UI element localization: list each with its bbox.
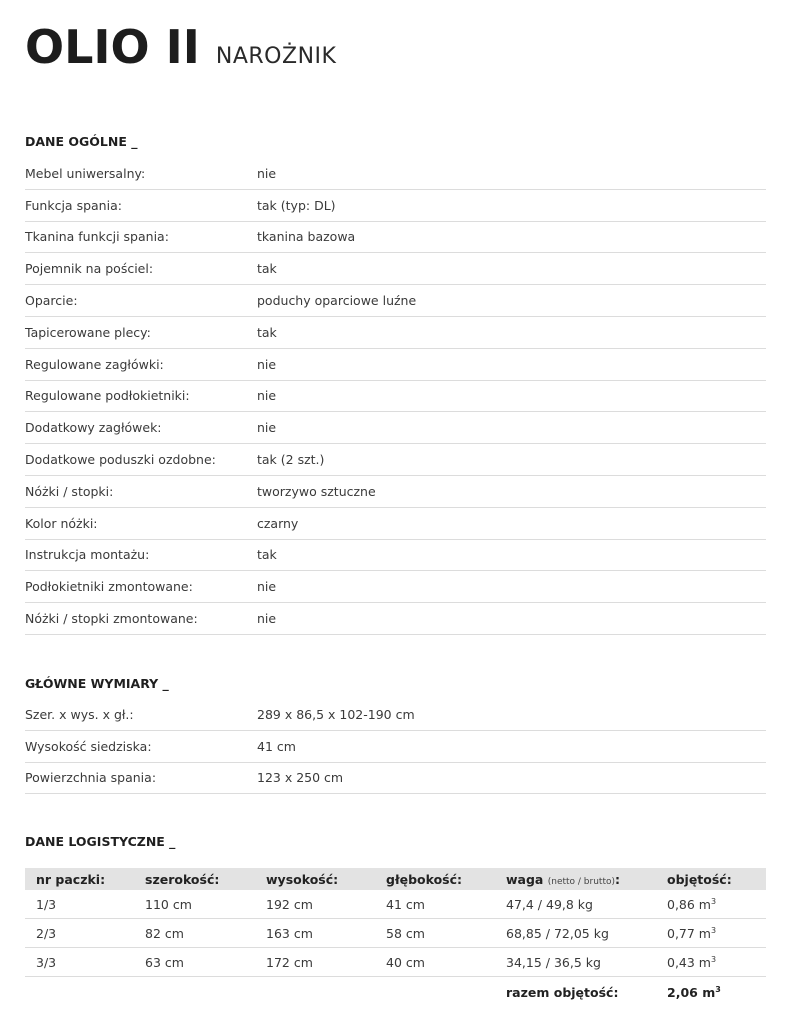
- spec-value: tak (typ: DL): [257, 197, 336, 213]
- spec-row: [25, 253, 766, 285]
- spec-value: tak: [257, 261, 277, 277]
- cell-depth: 58 cm: [386, 925, 425, 941]
- product-type: NAROŻNIK: [215, 44, 337, 69]
- cell-depth: 40 cm: [386, 954, 425, 970]
- col-width: szerokość:: [145, 871, 220, 887]
- spec-value: 289 x 86,5 x 102-190 cm: [257, 706, 415, 722]
- spec-row: [25, 731, 766, 763]
- dimensions-spec-table: [25, 699, 766, 794]
- spec-row: [25, 222, 766, 254]
- spec-row: [25, 285, 766, 317]
- general-spec-table: [25, 158, 766, 635]
- product-name: OLIO II: [25, 20, 200, 74]
- cell-volume-exponent: 3: [710, 954, 717, 964]
- spec-label: Nóżki / stopki:: [25, 483, 114, 499]
- spec-value: tak (2 szt.): [257, 452, 325, 468]
- spec-label: Oparcie:: [25, 293, 78, 309]
- dimensions-section-heading: GŁÓWNE WYMIARY _: [25, 676, 169, 691]
- total-volume-exponent: 3: [715, 984, 721, 994]
- cell-depth: 41 cm: [386, 896, 425, 912]
- spec-label: Funkcja spania:: [25, 197, 122, 213]
- spec-label: Regulowane zagłówki:: [25, 356, 164, 372]
- cell-package: 1/3: [36, 896, 57, 912]
- cell-height: 192 cm: [266, 896, 313, 912]
- spec-label: Instrukcja montażu:: [25, 547, 150, 563]
- cell-height: 163 cm: [266, 925, 313, 941]
- cell-volume-exponent: 3: [710, 896, 717, 906]
- general-section-heading: DANE OGÓLNE _: [25, 134, 138, 149]
- spec-value: nie: [257, 388, 277, 404]
- spec-row: [25, 349, 766, 381]
- spec-label: Szer. x wys. x gł.:: [25, 706, 134, 722]
- total-volume-value: [667, 985, 766, 1000]
- spec-value: 123 x 250 cm: [257, 770, 344, 786]
- spec-row: [25, 381, 766, 413]
- spec-row: [25, 317, 766, 349]
- spec-value: poduchy oparciowe luźne: [257, 293, 417, 309]
- col-weight-colon: :: [615, 871, 620, 887]
- page-title: [25, 20, 336, 74]
- spec-value: tkanina bazowa: [257, 229, 356, 245]
- col-volume: objętość:: [667, 871, 732, 887]
- logistics-table: [25, 868, 766, 1007]
- cell-volume-exponent: 3: [710, 925, 717, 935]
- cell-weight: 34,15 / 36,5 kg: [506, 954, 601, 970]
- cell-width: 110 cm: [145, 896, 192, 912]
- spec-row: [25, 540, 766, 572]
- logistics-row: [25, 890, 766, 919]
- spec-label: Powierzchnia spania:: [25, 770, 157, 786]
- spec-value: nie: [257, 611, 277, 627]
- spec-value: tak: [257, 547, 277, 563]
- spec-label: Mebel uniwersalny:: [25, 165, 146, 181]
- spec-value: tworzywo sztuczne: [257, 483, 376, 499]
- spec-label: Tapicerowane plecy:: [25, 324, 151, 340]
- col-depth: głębokość:: [386, 871, 463, 887]
- spec-value: tak: [257, 324, 277, 340]
- spec-value: nie: [257, 420, 277, 436]
- col-height: wysokość:: [266, 871, 339, 887]
- cell-weight: 47,4 / 49,8 kg: [506, 896, 593, 912]
- spec-row: [25, 158, 766, 190]
- cell-volume-number: 0,43 m: [667, 954, 711, 970]
- spec-label: Tkanina funkcji spania:: [25, 229, 169, 245]
- spec-row: [25, 571, 766, 603]
- spec-row: [25, 699, 766, 731]
- spec-row: [25, 476, 766, 508]
- cell-volume-number: 0,86 m: [667, 896, 711, 912]
- spec-row: [25, 508, 766, 540]
- logistics-row: [25, 919, 766, 948]
- spec-row: [25, 412, 766, 444]
- spec-label: Dodatkowy zagłówek:: [25, 420, 162, 436]
- cell-width: 63 cm: [145, 954, 184, 970]
- spec-label: Wysokość siedziska:: [25, 738, 152, 754]
- spec-value: nie: [257, 165, 277, 181]
- spec-value: nie: [257, 579, 277, 595]
- logistics-table-header: [25, 868, 766, 890]
- cell-package: 2/3: [36, 925, 57, 941]
- cell-volume: [667, 897, 766, 912]
- spec-label: Nóżki / stopki zmontowane:: [25, 611, 198, 627]
- spec-value: nie: [257, 356, 277, 372]
- spec-row: [25, 444, 766, 476]
- col-weight-label: waga: [506, 871, 544, 887]
- col-package: nr paczki:: [36, 871, 106, 887]
- spec-row: [25, 603, 766, 635]
- logistics-section-heading: DANE LOGISTYCZNE _: [25, 834, 176, 849]
- cell-weight: 68,85 / 72,05 kg: [506, 925, 609, 941]
- cell-volume-number: 0,77 m: [667, 925, 711, 941]
- spec-row: [25, 190, 766, 222]
- cell-volume: [667, 926, 766, 941]
- col-weight: [506, 872, 667, 887]
- spec-row: [25, 763, 766, 795]
- cell-volume: [667, 955, 766, 970]
- cell-height: 172 cm: [266, 954, 313, 970]
- spec-label: Pojemnik na pościel:: [25, 261, 154, 277]
- spec-label: Dodatkowe poduszki ozdobne:: [25, 452, 216, 468]
- spec-label: Kolor nóżki:: [25, 515, 98, 531]
- spec-value: 41 cm: [257, 738, 296, 754]
- spec-label: Regulowane podłokietniki:: [25, 388, 190, 404]
- spec-value: czarny: [257, 515, 299, 531]
- total-volume-label: razem objętość:: [506, 984, 619, 1000]
- logistics-row: [25, 948, 766, 977]
- col-weight-note: (netto / brutto): [547, 876, 615, 887]
- total-volume-number: 2,06 m: [667, 984, 716, 1000]
- cell-package: 3/3: [36, 954, 57, 970]
- cell-width: 82 cm: [145, 925, 184, 941]
- logistics-total-row: [25, 977, 766, 1007]
- spec-label: Podłokietniki zmontowane:: [25, 579, 193, 595]
